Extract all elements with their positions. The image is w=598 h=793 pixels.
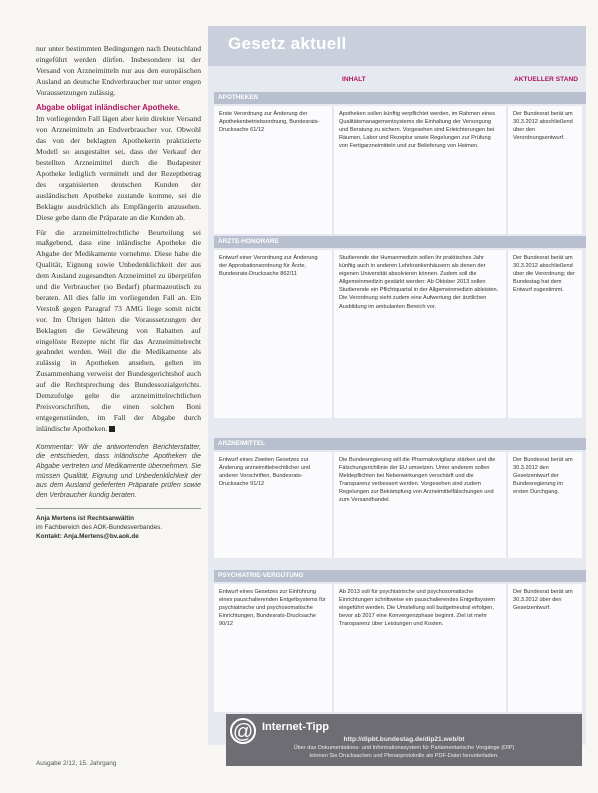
issue-footer: Ausgabe 2/12, 15. Jahrgang — [36, 760, 117, 767]
law-content: Studierende der Humanmedizin sollen ihr praktisches Jahr künftig auch in anderen Lehrkrankenhäusern als denen der eigenen Universität absolvieren können. Zudem soll die Allgemeinmedizin gestärkt werden: Ab Oktober 2013 sollen Studierende ein Pflichtquartal in der Allgemeinmedizin ableisten. Die Verordnung sieht zudem eine Aufwertung der ärztlichen Ausbildung im ambulanten Bereich vor. — [334, 250, 506, 418]
internet-tipp-bar — [226, 714, 582, 766]
column-headers — [208, 76, 586, 88]
section-bar-aerzte: ÄRZTE-HONORARE — [214, 236, 586, 248]
law-row — [214, 584, 582, 712]
at-sign-icon: @ — [230, 718, 256, 744]
header-content: INHALT — [342, 76, 366, 83]
article-paragraph-text: Für die arzneimittelrechtliche Beurteilung sei maßgebend, dass eine inländische Apotheke die Abgabe der Medikamente vornehme. Diese habe die Qualität, Eignung sowie Unbedenklichkeit der aus dem Ausland zugesandten Arzneimittel zu überprüfen und die Verbraucher (so Bedarf) pharmazeutisch zu beraten. All dies falle im vorliegenden Fall an. Ein Verstoß gegen Paragraf 73 AMG liege somit nicht vor. Im Übrigen hätten die Voraussetzungen der Beklagten die Gewährung von Rabatten auf eingelöste Rezepte nicht für das Arzneimittelrecht geahndet werden. Weil die die Medikamente als zulässig in Apotheken ansehen, gelten im Zusammenhang verweist der Bundesgerichtshof auch auf die Rechtsprechung des Bundessozialgerichts. Demzufolge gelte die arzneimittelrechtlichen Preisvorschriften, die einen solchen Boni entgegenstünden, im Fall der Abgabe durch inländische Apotheken. — [36, 227, 201, 433]
article-paragraph: nur unter bestimmten Bedingungen nach Deutschland eingeführt werden dürfen. Insbesondere ist der Versand von Arzneimitteln nur aus den europäischen Ausland an deutsche Endverbraucher nur unter engen Voraussetzungen zulässig. — [36, 44, 201, 97]
law-name: Entwurf einer Verordnung zur Änderung der Approbationsordnung für Ärzte, Bundesrats-Drucksache 862/11 — [214, 250, 332, 418]
law-content: Apotheken sollen künftig verpflichtet werden, im Rahmen eines Qualitätsmanagementsystems die Einhaltung der Versorgung und Beratung zu sichern. Vorgesehen sind Erleichterungen bei Räumen, Labor und Rezeptur sowie Regelungen zur Prüfung von Fertigarzneimitteln und zur Belieferung von Heimen. — [334, 106, 506, 234]
author-role: im Fachbereich des AOK-Bundesverbandes. — [36, 524, 163, 532]
section-bar-psychiatrie: PSYCHIATRIE-VERGÜTUNG — [214, 570, 586, 582]
section-bar-arzneimittel: ARZNEIMITTEL — [214, 438, 586, 450]
law-content: Ab 2013 soll für psychiatrische und psychosomatische Einrichtungen schrittweise ein pauschalierendes Entgeltsystem eingeführt werden. Die Umstellung soll budgetneutral erfolgen, bevor ab 2017 eine Konvergenzphase beginnt. Ziel ist mehr Transparenz über Leistungen und Kosten. — [334, 584, 506, 712]
article-column — [36, 44, 201, 542]
author-contact: Kontakt: Anja.Mertens@bv.aok.de — [36, 532, 139, 540]
author-box — [36, 515, 201, 541]
law-overview-box — [208, 26, 586, 745]
law-status: Der Bundesrat berät am 30.3.2012 den Gesetzentwurf der Bundesregierung im ersten Durchgang. — [508, 452, 582, 558]
tipp-text: Über das Dokumentations- und Informationssystem für Parlamentarische Vorgänge (DIP) — [293, 745, 515, 751]
tipp-text: können Sie Drucksachen und Plenarprotokolle als PDF-Datei herunterladen. — [309, 753, 499, 759]
law-row — [214, 106, 582, 234]
divider — [36, 508, 201, 509]
law-name: Entwurf eines Gesetzes zur Einführung eines pauschalierenden Entgeltsystems für psychiatrische und psychosomatische Einrichtungen, Bundesrats-Drucksache 90/12 — [214, 584, 332, 712]
law-content: Die Bundesregierung will die Pharmakovigilanz stärken und die Fälschungsrichtlinie der EU umsetzen. Unter anderem sollen Meldepflichten bei Nebenwirkungen verschärft und die Transparenz verbessert werden. Vorgesehen sind zudem Regelungen zur Bekämpfung von Arzneimittelfälschungen und zum Versandhandel. — [334, 452, 506, 558]
box-title: Gesetz aktuell — [228, 34, 347, 53]
law-row — [214, 250, 582, 418]
article-paragraph: Im vorliegenden Fall lägen aber kein direkter Versand von Arzneimitteln an Endverbraucher vor. Obwohl das von der beklagten Apothekerin praktizierte Modell so ausgestaltet sei, dass der Verkauf der bestellten Arzneimittel durch die Budapester Apotheke lediglich vermittelt und der Rezeptbetrag des organisierten deutschen Kunden der ausländischen Apotheke zustande komme, sei die Beklagte ausdrücklich als Empfängerin anzusehen. Diese gebe dann die Präparate an die Kunden ab. — [36, 114, 201, 222]
law-status: Der Bundesrat berät am 30.3.2012 über den Gesetzentwurf. — [508, 584, 582, 712]
article-subheading: Abgabe obligat inländischer Apotheke. — [36, 102, 180, 112]
law-status: Der Bundesrat berät am 30.3.2012 abschließend über den Verordnungsentwurf. — [508, 106, 582, 234]
article-paragraph — [36, 228, 201, 435]
law-row — [214, 452, 582, 558]
section-bar-apotheken: APOTHEKEN — [214, 92, 586, 104]
law-status: Der Bundesrat berät am 30.3.2012 abschließend über die Verordnung; der Bundestag hat dem Entwurf zugestimmt. — [508, 250, 582, 418]
law-name: Entwurf eines Zweiten Gesetzes zur Änderung arzneimittelrechtlicher und anderer Vorschriften, Bundesrats-Drucksache 91/12 — [214, 452, 332, 558]
law-name: Erste Verordnung zur Änderung der Apothekenbetriebsordnung, Bundesrats-Drucksache 61/12 — [214, 106, 332, 234]
author-name: Anja Mertens ist Rechtsanwältin — [36, 515, 135, 523]
tipp-url[interactable]: http://dipbt.bundestag.de/dip21.web/bt — [343, 736, 465, 743]
commentary: Kommentar: Wir die antwortenden Berichterstatter, die entschieden, dass inländische Apotheken die Abgabe vertreten und Medikamente übernehmen. Sie müssen Qualität, Eignung und Unbedenklichkeit der aus dem Ausland gelieferten Präparate prüfen sowie den Verbraucher kundig beraten. — [36, 443, 201, 499]
tipp-title: Internet-Tipp — [262, 721, 330, 733]
end-of-article-icon — [109, 426, 115, 432]
header-status: AKTUELLER STAND — [514, 76, 578, 83]
